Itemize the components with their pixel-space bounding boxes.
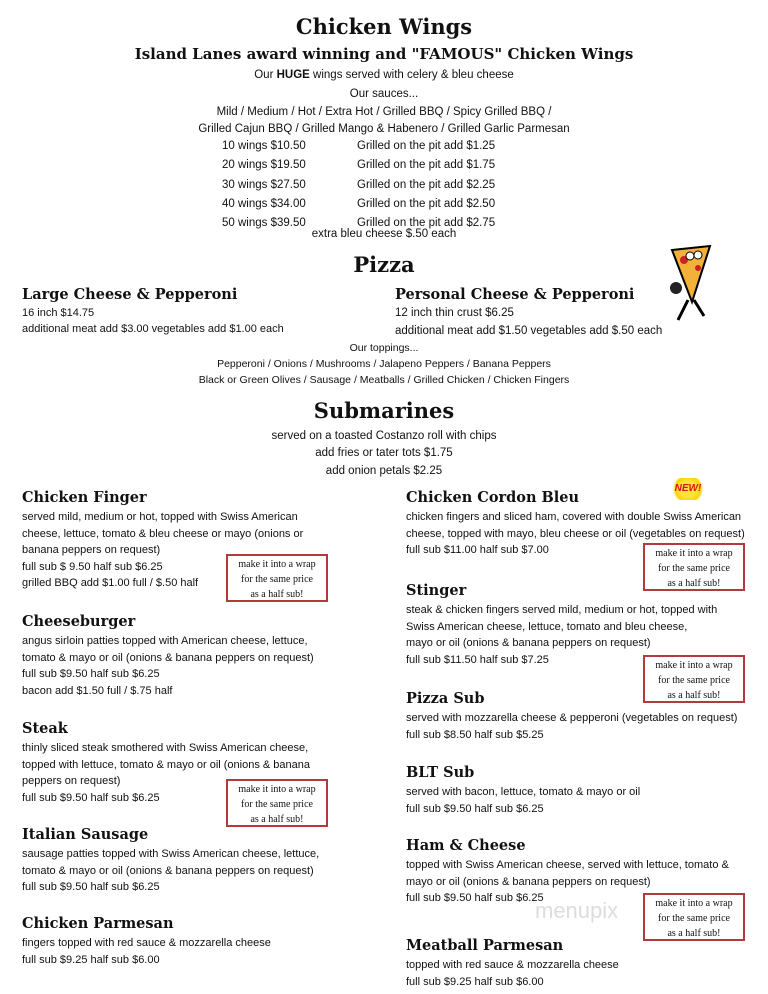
- wing-count-price: 50 wings $39.50: [222, 217, 306, 230]
- sub-item-name: Stinger: [406, 582, 467, 599]
- grill-price: Grilled on the pit add $2.25: [357, 178, 496, 191]
- sub-item-line: angus sirloin patties topped with American cheese, lettuce,: [22, 635, 308, 647]
- sub-item-name: Cheeseburger: [22, 613, 136, 630]
- wrap-promo-box: [643, 655, 745, 703]
- sub-item-line: mayo or oil (onions & banana peppers on request): [406, 875, 651, 888]
- grill-price: Grilled on the pit add $1.75: [357, 159, 496, 172]
- wrap-promo-line: make it into a wrap: [655, 898, 733, 909]
- sub-item-line: full sub $9.50 half sub $6.25: [22, 791, 160, 804]
- wrap-promo-box: [643, 543, 745, 591]
- sub-item-line: grilled BBQ add $1.00 full / $.50 half: [22, 577, 199, 589]
- wing-count-price: 40 wings $34.00: [222, 197, 306, 210]
- sub-item-line: full sub $9.50 half sub $6.25: [22, 881, 160, 893]
- toppings-line-2: Black or Green Olives / Sausage / Meatballs / Grilled Chicken / Chicken Fingers: [198, 374, 570, 386]
- sub-item-line: mayo or oil (onions & banana peppers on request): [406, 637, 651, 649]
- sub-item-line: full sub $9.50 half sub $6.25: [406, 892, 544, 904]
- wing-price-row: [222, 156, 495, 175]
- sub-item: [406, 763, 640, 817]
- sub-item-line: steak & chicken fingers served mild, medium or hot, topped with: [406, 604, 718, 616]
- wrap-promo-line: for the same price: [658, 913, 730, 924]
- sub-item-name: BLT Sub: [406, 764, 475, 781]
- sub-item-line: thinly sliced steak smothered with Swiss American cheese,: [22, 742, 309, 754]
- sub-item-line: peppers on request): [22, 775, 121, 787]
- wrap-promo-box: [643, 893, 745, 941]
- sub-item-name: Steak: [22, 720, 68, 737]
- sub-item-line: full sub $9.25 half sub $6.00: [22, 953, 160, 966]
- sub-item-line: served with mozzarella cheese & pepperoni (vegetables on request): [406, 712, 738, 724]
- sub-item: [406, 936, 619, 990]
- subs-line-1: served on a toasted Costanzo roll with chips: [271, 430, 497, 442]
- sub-item-line: served with bacon, lettuce, tomato & mayo or oil: [406, 786, 641, 798]
- large-pizza-addons: additional meat add $3.00 vegetables add $1.00 each: [22, 323, 284, 335]
- wrap-promo-box: [226, 554, 328, 602]
- sub-item-line: chicken fingers and sliced ham, covered with double Swiss American: [406, 511, 742, 523]
- sub-item-line: full sub $11.50 half sub $7.25: [406, 653, 549, 666]
- wing-price-list: [222, 137, 495, 233]
- wrap-promo-line: as a half sub!: [667, 928, 721, 939]
- sub-item-line: sausage patties topped with Swiss American cheese, lettuce,: [22, 848, 320, 860]
- sub-item-name: Italian Sausage: [22, 826, 149, 843]
- wing-count-price: 30 wings $27.50: [222, 178, 306, 191]
- sub-item-name: Chicken Parmesan: [22, 915, 174, 932]
- toppings-line-1: Pepperoni / Onions / Mushrooms / Jalapeno Peppers / Banana Peppers: [217, 358, 551, 370]
- sub-item-line: full sub $9.50 half sub $6.25: [406, 802, 544, 815]
- sub-item-line: tomato & mayo or oil (onions & banana peppers on request): [22, 864, 314, 877]
- sub-item-line: fingers topped with red sauce & mozzarella cheese: [22, 937, 271, 949]
- sub-item-line: cheese, lettuce, tomato & bleu cheese or mayo (onions or: [22, 527, 304, 540]
- sub-item-line: tomato & mayo or oil (onions & banana peppers on request): [22, 651, 314, 664]
- subs-line-3: add onion petals $2.25: [325, 465, 443, 477]
- sub-item-name: Chicken Cordon Bleu: [406, 489, 580, 506]
- sub-item-line: topped with red sauce & mozzarella cheese: [406, 959, 619, 971]
- wrap-promo-line: as a half sub!: [250, 814, 304, 825]
- wing-count-price: 10 wings $10.50: [222, 140, 306, 152]
- sub-item-line: topped with Swiss American cheese, served with lettuce, tomato &: [406, 859, 729, 871]
- sub-item-line: full sub $11.00 half sub $7.00: [406, 544, 549, 556]
- sub-item-name: Meatball Parmesan: [406, 937, 564, 954]
- watermark: menupix: [535, 898, 619, 923]
- wrap-promo-line: for the same price: [658, 563, 730, 574]
- sub-item-line: cheese, topped with mayo, bleu cheese or oil (vegetables on request): [406, 527, 745, 540]
- wrap-promo-line: make it into a wrap: [238, 559, 316, 570]
- wrap-promo-line: for the same price: [658, 675, 730, 686]
- sub-item-line: full sub $8.50 half sub $5.25: [406, 728, 544, 741]
- wrap-promo-line: as a half sub!: [667, 578, 721, 589]
- large-pizza-name: Large Cheese & Pepperoni: [22, 286, 238, 303]
- sub-item-line: served mild, medium or hot, topped with Swiss American: [22, 511, 298, 523]
- sub-item-name: Ham & Cheese: [406, 837, 526, 854]
- sub-item-line: bacon add $1.50 full / $.75 half: [22, 684, 173, 697]
- sub-item: [22, 914, 271, 968]
- sub-item-line: topped with lettuce, tomato & mayo or oil (onions & banana: [22, 758, 311, 771]
- sauces-label: Our sauces...: [349, 88, 419, 100]
- wings-subtitle: Island Lanes award winning and "FAMOUS" Chicken Wings: [134, 45, 634, 63]
- wrap-promo-box: [226, 779, 328, 827]
- wrap-promo-line: as a half sub!: [250, 589, 304, 600]
- sub-item-line: full sub $9.25 half sub $6.00: [406, 975, 544, 988]
- sub-item-line: Swiss American cheese, lettuce, tomato and bleu cheese,: [406, 620, 688, 633]
- sub-item-line: full sub $ 9.50 half sub $6.25: [22, 560, 163, 573]
- wrap-promo-line: make it into a wrap: [655, 548, 733, 559]
- sub-item-name: Pizza Sub: [406, 690, 485, 707]
- grill-price: Grilled on the pit add $2.50: [357, 197, 496, 210]
- wings-title: Chicken Wings: [295, 14, 473, 39]
- new-badge: NEW!: [670, 478, 706, 500]
- sub-item: [22, 825, 319, 896]
- personal-pizza-addons: additional meat add $1.50 vegetables add $.50 each: [395, 325, 663, 337]
- sauces-line-1: Mild / Medium / Hot / Extra Hot / Grilled BBQ / Spicy Grilled BBQ /: [216, 106, 552, 118]
- toppings-label: Our toppings...: [349, 342, 419, 354]
- wrap-promo-line: make it into a wrap: [238, 784, 316, 795]
- extra-bleu-cheese: extra bleu cheese $.50 each: [311, 228, 457, 240]
- wrap-promo-line: for the same price: [241, 574, 313, 585]
- sub-item-line: full sub $9.50 half sub $6.25: [22, 668, 160, 680]
- wrap-promo-line: make it into a wrap: [655, 660, 733, 671]
- subs-title: Submarines: [313, 398, 455, 423]
- large-pizza-size: 16 inch $14.75: [22, 307, 95, 319]
- wing-price-row: [222, 176, 495, 195]
- grill-price: Grilled on the pit add $2.75: [357, 217, 496, 230]
- personal-pizza-name: Personal Cheese & Pepperoni: [395, 286, 635, 303]
- personal-pizza-size: 12 inch thin crust $6.25: [395, 307, 514, 319]
- sauces-line-2: Grilled Cajun BBQ / Grilled Mango & Habenero / Grilled Garlic Parmesan: [198, 123, 570, 135]
- wings-intro: Our HUGE wings served with celery & bleu cheese: [254, 69, 514, 81]
- sub-item-name: Chicken Finger: [22, 489, 147, 506]
- sub-item-line: banana peppers on request): [22, 544, 161, 556]
- wing-count-price: 20 wings $19.50: [222, 159, 306, 172]
- wing-price-row: [222, 195, 495, 214]
- pizza-title: Pizza: [353, 252, 415, 277]
- wrap-promo-line: as a half sub!: [667, 690, 721, 701]
- grill-price: Grilled on the pit add $1.25: [357, 140, 496, 152]
- subs-line-2: add fries or tater tots $1.75: [315, 447, 453, 459]
- wrap-promo-line: for the same price: [241, 799, 313, 810]
- sub-item: [22, 612, 314, 699]
- wing-price-row: [222, 137, 495, 156]
- pizza-mascot-icon: [660, 240, 720, 330]
